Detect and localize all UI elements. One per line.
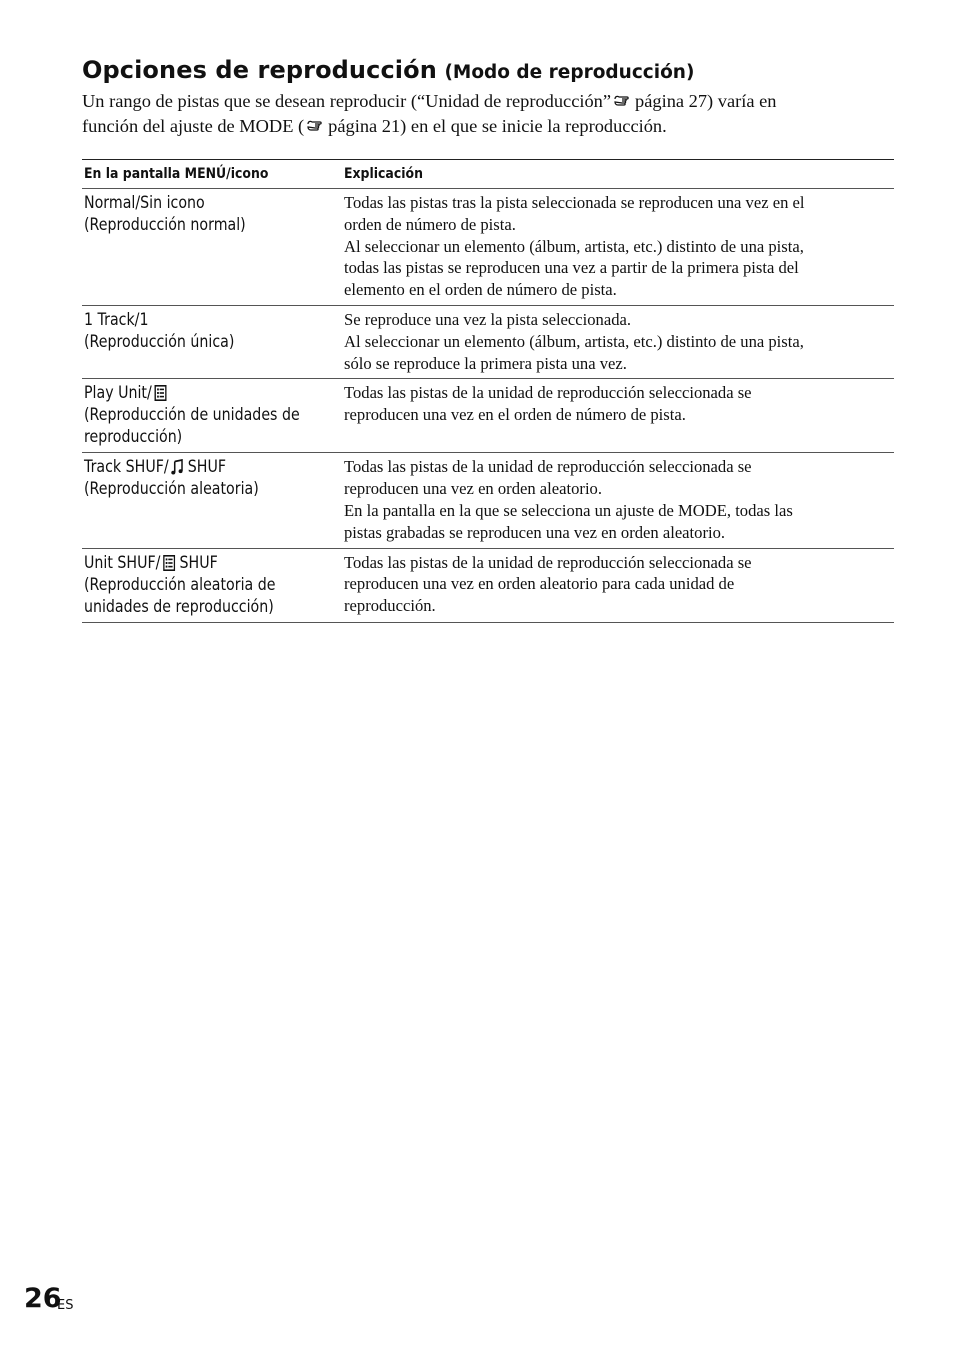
explanation-line: Al seleccionar un elemento (álbum, artista, etc.) distinto de una pista, xyxy=(344,331,804,351)
explanation-line: Todas las pistas de la unidad de reproducción seleccionada se xyxy=(344,457,752,477)
intro-text: página 21) en el que se inicie la reproducción. xyxy=(328,116,667,136)
explanation-cell xyxy=(344,192,894,301)
explanation-line: Todas las pistas de la unidad de reproducción seleccionada se xyxy=(344,552,752,572)
page-subtitle: (Modo de reproducción) xyxy=(444,62,695,83)
menu-label: Normal/Sin icono xyxy=(84,193,205,212)
page-reference-icon xyxy=(613,93,632,109)
menu-label-text: Play Unit/ xyxy=(84,383,152,403)
page-number: 26 xyxy=(24,1283,62,1314)
explanation-cell xyxy=(344,382,894,448)
table-row xyxy=(82,379,894,453)
explanation-cell xyxy=(344,456,894,543)
menu-description: (Reproducción aleatoria de xyxy=(84,574,276,594)
explanation-line: elemento en el orden de número de pista. xyxy=(344,280,617,300)
menu-label xyxy=(84,382,308,404)
menu-label xyxy=(84,552,308,574)
menu-description: unidades de reproducción) xyxy=(84,596,274,616)
table-row xyxy=(82,453,894,548)
table-row xyxy=(82,549,894,623)
menu-cell xyxy=(84,456,308,500)
menu-label-text: SHUF xyxy=(183,457,227,477)
explanation-line: En la pantalla en la que se selecciona un ajuste de MODE, todas las xyxy=(344,500,793,520)
explanation-cell xyxy=(344,309,894,374)
menu-description: (Reproducción aleatoria) xyxy=(84,479,259,499)
explanation-line: Todas las pistas tras la pista seleccionada se reproducen una vez en el xyxy=(344,193,805,212)
explanation-line: reproducen una vez en el orden de número de pista. xyxy=(344,405,686,425)
explanation-line: reproducen una vez en orden aleatorio. xyxy=(344,479,602,499)
explanation-line: todas las pistas se reproducen una vez a partir de la primera pista del xyxy=(344,258,799,278)
menu-label xyxy=(84,456,308,478)
explanation-line: sólo se reproduce la primera pista una vez. xyxy=(344,353,627,373)
explanation-line: Se reproduce una vez la pista seleccionada. xyxy=(344,309,632,329)
table-row xyxy=(82,189,894,306)
table-header xyxy=(82,160,894,189)
section-title xyxy=(82,56,902,84)
explanation-line: reproducen una vez en orden aleatorio para cada unidad de xyxy=(344,574,735,594)
menu-cell xyxy=(84,192,308,236)
menu-label-text: Track SHUF/ xyxy=(84,457,169,477)
column-header-explanation: Explicación xyxy=(344,166,423,182)
page-reference-icon xyxy=(306,118,325,134)
explanation-line: Al seleccionar un elemento (álbum, artista, etc.) distinto de una pista, xyxy=(344,236,804,256)
language-code: ES xyxy=(57,1298,74,1313)
menu-cell xyxy=(84,309,308,353)
unit-list-icon xyxy=(154,385,166,401)
menu-label-text: Unit SHUF/ xyxy=(84,552,161,572)
menu-cell xyxy=(84,552,308,618)
menu-label-text: SHUF xyxy=(175,552,218,572)
intro-text: función del ajuste de MODE ( xyxy=(82,116,305,136)
menu-label: 1 Track/1 xyxy=(84,309,149,329)
intro-text: página 27) varía en xyxy=(635,91,777,111)
menu-description: (Reproducción normal) xyxy=(84,215,246,234)
explanation-line: pistas grabadas se reproducen una vez en orden aleatorio. xyxy=(344,522,726,542)
menu-description: (Reproducción de unidades de xyxy=(84,405,300,425)
table-row xyxy=(82,306,894,379)
unit-list-icon xyxy=(163,555,175,571)
play-mode-table xyxy=(82,159,894,623)
intro-paragraph xyxy=(82,89,882,139)
menu-description: reproducción) xyxy=(84,427,183,447)
music-note-icon xyxy=(171,459,183,475)
menu-cell xyxy=(84,382,308,448)
explanation-line: reproducción. xyxy=(344,596,436,616)
explanation-cell xyxy=(344,552,894,618)
intro-text: Un rango de pistas que se desean reproducir (“Unidad de reproducción” xyxy=(82,91,612,111)
page-title: Opciones de reproducción xyxy=(82,56,437,84)
column-header-menu: En la pantalla MENÚ/icono xyxy=(84,166,269,182)
explanation-line: orden de número de pista. xyxy=(344,214,516,234)
menu-description: (Reproducción única) xyxy=(84,331,235,351)
explanation-line: Todas las pistas de la unidad de reproducción seleccionada se xyxy=(344,383,752,403)
